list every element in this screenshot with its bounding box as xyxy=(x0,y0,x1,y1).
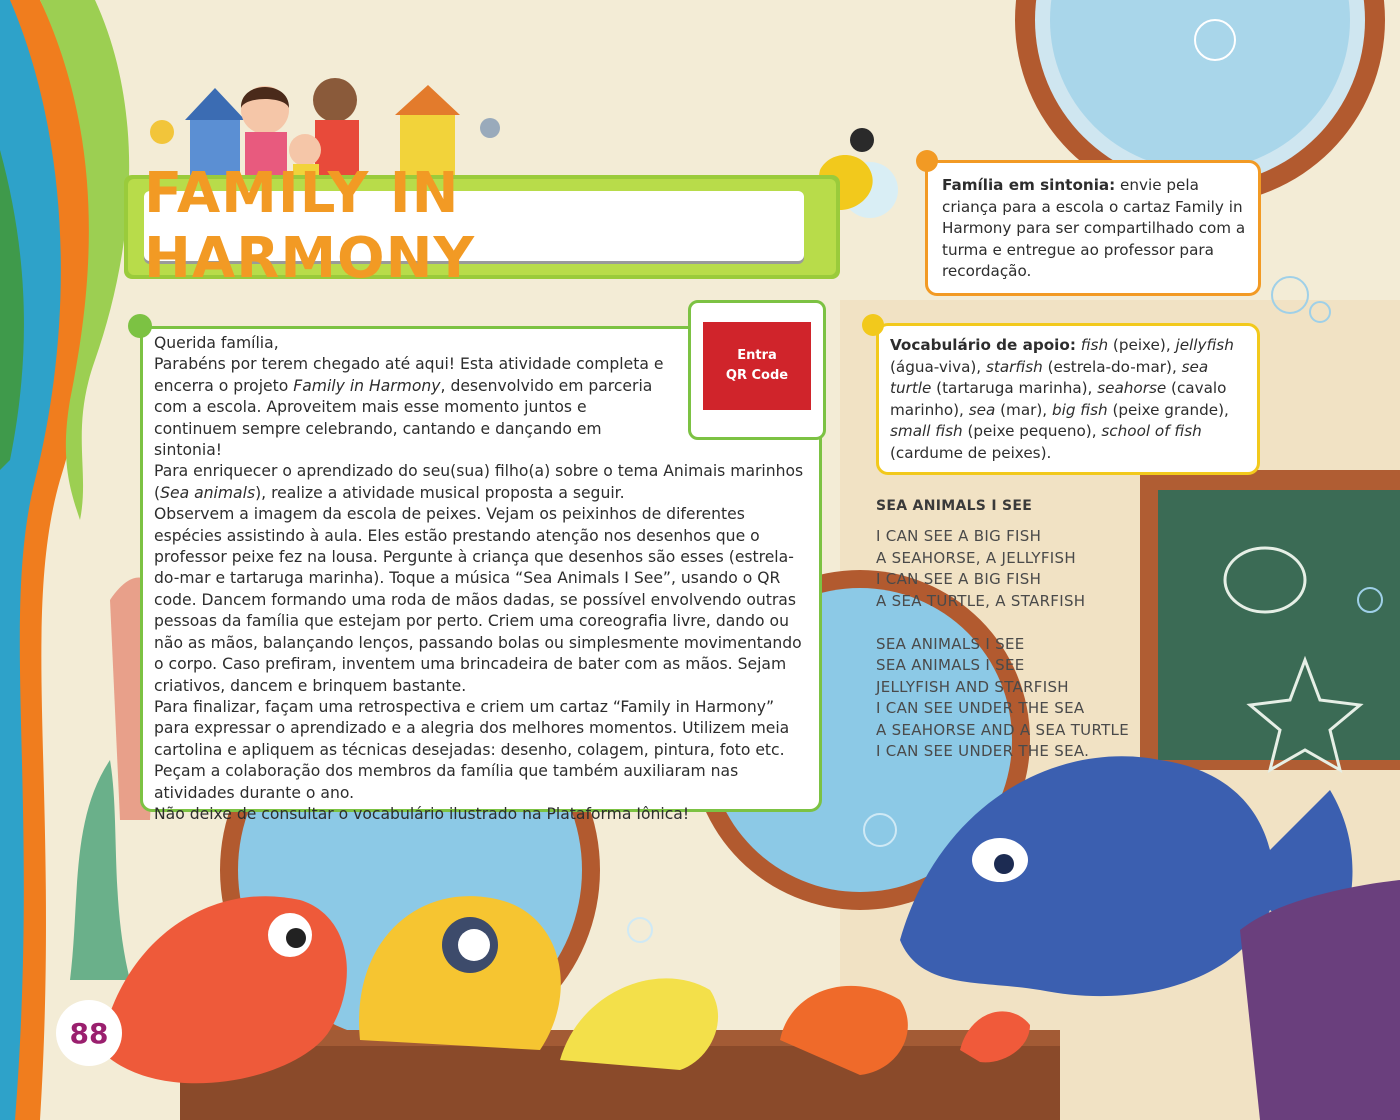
vocabulary-term: starfish xyxy=(985,357,1043,376)
vocabulary-term: small fish xyxy=(890,422,963,440)
qr-line-1: Entra xyxy=(737,348,777,363)
letter-paragraph-4: Para finalizar, façam uma retrospectiva e criem um cartaz “Family in Harmony” para expressar o aprendizado e a alegria dos melhores momentos. Utilizem meia cartolina e apliquem as técnicas desejadas: desenho, colagem, pintura, foto etc. Peçam a colaboração dos membros da família que também auxiliaram nas atividades durante o ano. xyxy=(154,697,790,802)
vocabulary-translation: (peixe grande), xyxy=(1107,400,1229,419)
song-title: SEA ANIMALS I SEE xyxy=(876,498,1033,514)
letter-box-bullet xyxy=(128,314,152,338)
vocabulary-box-bullet xyxy=(862,314,884,336)
vocabulary-term: sea xyxy=(968,400,996,419)
page-number: 88 xyxy=(56,1000,122,1066)
song-line: I CAN SEE UNDER THE SEA xyxy=(876,699,1085,717)
title-banner xyxy=(124,161,840,291)
vocabulary-label: Vocabulário de apoio: xyxy=(890,336,1076,354)
vocabulary-term: sea turtle xyxy=(890,357,1209,397)
qr-line-2: QR Code xyxy=(725,368,789,383)
song-lyrics xyxy=(876,498,1176,763)
vocabulary-term: big fish xyxy=(1051,400,1108,419)
song-line: SEA ANIMALS I SEE xyxy=(876,634,1025,653)
family-box-label: Família em sintonia: xyxy=(942,176,1116,194)
family-box xyxy=(925,160,1261,296)
vocabulary-translation: (peixe), xyxy=(1108,336,1176,354)
title-panel xyxy=(144,161,804,291)
vocabulary-translation: (cardume de peixes). xyxy=(890,443,1052,462)
vocabulary-translation: (peixe pequeno), xyxy=(962,422,1102,440)
song-line: A SEAHORSE AND A SEA TURTLE xyxy=(876,720,1129,739)
letter-paragraph-3: Observem a imagem da escola de peixes. Vejam os peixinhos de diferentes espécies assistindo à aula. Eles estão prestando atenção nos desenhos que o professor peixe fez na lousa. Pergunte à criança que desenhos são esses (estrela-do-mar e tartaruga marinha). Toque a música “Sea Animals I See”, usando o QR code. Dancem formando uma roda de mãos dadas, se possível envolvendo outras pessoas da família que estejam por perto. Criem uma coreografia livre, dando ou não as mãos, balançando lenços, passando bolas ou simplesmente movimentando o corpo. Caso prefiram, inventem uma brincadeira de bater com as mãos. Sejam criativos, dancem e brinquem bastante. xyxy=(154,505,802,695)
vocabulary-term: fish xyxy=(1080,336,1109,354)
song-verse-2 xyxy=(876,634,1176,763)
vocabulary-translation: (cavalo marinho), xyxy=(890,379,1227,419)
song-line: I CAN SEE UNDER THE SEA. xyxy=(876,742,1090,760)
letter-paragraph-2: Para enriquecer o aprendizado do seu(sua) filho(a) sobre o tema Animais marinhos (Sea animals), realize a atividade musical proposta a seguir. xyxy=(154,462,804,502)
letter-text xyxy=(154,333,814,825)
song-line: I CAN SEE A BIG FISH xyxy=(876,570,1042,588)
page-title: FAMILY IN HARMONY xyxy=(144,161,476,291)
letter-paragraph-1: Parabéns por terem chegado até aqui! Esta atividade completa e encerra o projeto Family in Harmony, desenvolvido em parceria com a escola. Aproveitem mais esse momento juntos e continuem sempre celebrando, cantando e dançando em sintonia! xyxy=(154,355,664,460)
vocabulary-translation: (estrela-do-mar), xyxy=(1042,357,1182,376)
family-box-text: envie pela criança para a escola o cartaz Family in Harmony para ser compartilhado com a turma e entregue ao professor para recordação. xyxy=(942,176,1246,280)
letter-paragraph-5: Não deixe de consultar o vocabulário ilustrado na Plataforma Iônica! xyxy=(154,804,690,823)
vocabulary-translation: (mar), xyxy=(995,400,1052,419)
vocabulary-translation: (água-viva), xyxy=(890,357,986,376)
vocabulary-translation: (tartaruga marinha), xyxy=(931,379,1098,397)
song-verse-1 xyxy=(876,526,1176,612)
family-box-bullet xyxy=(916,150,938,172)
vocabulary-term: jellyfish xyxy=(1175,336,1234,354)
letter-greeting: Querida família, xyxy=(154,334,279,352)
song-line: A SEAHORSE, A JELLYFISH xyxy=(876,548,1076,567)
song-line: I CAN SEE A BIG FISH xyxy=(876,527,1042,545)
vocabulary-box xyxy=(876,323,1260,475)
vocabulary-term: seahorse xyxy=(1097,379,1167,397)
song-line: A SEA TURTLE, A STARFISH xyxy=(876,591,1086,610)
song-line: JELLYFISH AND STARFISH xyxy=(876,677,1069,696)
vocabulary-text xyxy=(890,335,1246,464)
song-line: SEA ANIMALS I SEE xyxy=(876,656,1025,674)
vocabulary-term: school of fish xyxy=(1101,422,1202,440)
